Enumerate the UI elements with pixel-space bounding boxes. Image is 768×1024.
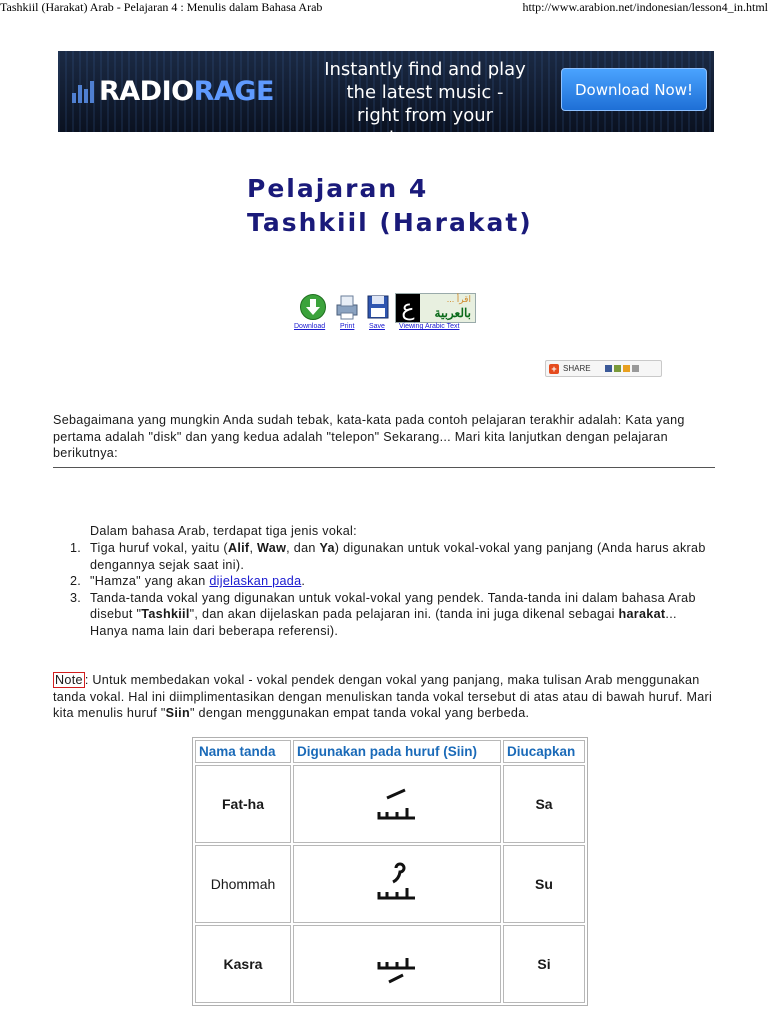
lesson-toolbar xyxy=(294,293,474,333)
print-icon[interactable] xyxy=(334,293,360,321)
ain-letter-icon: ع xyxy=(396,294,420,322)
harakat-table xyxy=(192,737,588,1006)
text: ... Hanya nama lain dari beberapa referensi). xyxy=(90,607,677,638)
intro-paragraph: Sebagaimana yang mungkin Anda sudah tebak, kata-kata pada contoh pelajaran terakhir adalah: Kata yang pertama adalah "disk" dan yang kedua adalah "telepon" Sekarang... Mari kita lanjutkan dengan pelajaran berikutnya: xyxy=(53,413,685,461)
list-item xyxy=(70,573,715,590)
table-row xyxy=(195,845,585,923)
bold-term: Ya xyxy=(319,541,335,555)
brand-radio: RADIO xyxy=(99,76,194,107)
tagline-line: Instantly find and play xyxy=(324,59,526,80)
harakat-name: Dhommah xyxy=(195,845,291,923)
text: ", dan akan dijelaskan pada pelajaran ini. (tanda ini juga dikenal sebagai xyxy=(189,607,619,622)
page-title-header: Tashkiil (Harakat) Arab - Pelajaran 4 : Menulis dalam Bahasa Arab xyxy=(0,0,323,14)
share-label: SHARE xyxy=(563,364,591,373)
text: Tiga huruf vokal, yaitu ( xyxy=(90,541,228,555)
arabic-viewer-logo[interactable] xyxy=(395,293,476,323)
text: " dengan menggunakan empat tanda vokal yang berbeda. xyxy=(189,706,530,721)
brand-rage: RAGE xyxy=(193,76,274,107)
arabic-logo-bottom: بالعربية xyxy=(434,306,471,320)
col-header-pronounced: Diucapkan xyxy=(503,740,585,763)
note-paragraph xyxy=(53,672,715,722)
bold-term: harakat xyxy=(618,607,666,622)
table-header-row xyxy=(195,740,585,763)
equalizer-icon xyxy=(72,81,94,103)
harakat-name: Kasra xyxy=(195,925,291,1003)
lesson-title xyxy=(247,172,533,240)
print-link[interactable]: Print xyxy=(340,323,355,330)
viewing-arabic-text-link[interactable]: Viewing Arabic Text xyxy=(399,323,460,330)
print-header xyxy=(0,0,768,16)
bold-term: Waw xyxy=(257,541,287,555)
ad-banner[interactable] xyxy=(58,51,714,149)
share-button[interactable] xyxy=(545,360,662,377)
lesson-topic: Tashkiil (Harakat) xyxy=(247,208,533,237)
col-header-letter: Digunakan pada huruf (Siin) xyxy=(293,740,501,763)
siin-kasra-glyph xyxy=(293,925,501,1003)
text: Tanda-tanda vokal yang digunakan untuk vokal-vokal yang pendek. Tanda-tanda ini dalam bahasa Arab disebut " xyxy=(90,590,696,622)
pronunciation: Si xyxy=(503,925,585,1003)
text: , xyxy=(249,541,258,555)
text: "Hamza" yang akan xyxy=(90,574,210,589)
hamza-link[interactable]: dijelaskan pada xyxy=(209,574,302,589)
vowels-intro: Dalam bahasa Arab, terdapat tiga jenis vokal: xyxy=(90,524,357,538)
tagline-line: right from your browser xyxy=(356,105,494,149)
list-item xyxy=(70,590,715,640)
pronunciation: Sa xyxy=(503,765,585,843)
tagline-line: the latest music - xyxy=(346,82,504,103)
text: . xyxy=(301,574,306,589)
text: ) digunakan untuk vokal-vokal yang panjang (Anda harus akrab dengannya sejak saat ini). xyxy=(90,541,706,572)
download-link[interactable]: Download xyxy=(294,323,326,330)
col-header-name: Nama tanda xyxy=(195,740,291,763)
list-item xyxy=(70,540,715,573)
plus-icon: + xyxy=(549,364,559,374)
table-row xyxy=(195,925,585,1003)
save-link[interactable]: Save xyxy=(369,323,385,330)
bold-term: Alif xyxy=(227,541,250,555)
radiorage-logo xyxy=(72,76,274,107)
lesson-number: Pelajaran 4 xyxy=(247,174,429,203)
bold-term: Siin xyxy=(165,706,190,721)
bold-term: Tashkiil xyxy=(141,607,190,622)
list-number: 2. xyxy=(70,574,82,589)
harakat-name: Fat-ha xyxy=(195,765,291,843)
download-now-button[interactable]: Download Now! xyxy=(561,68,707,111)
pronunciation: Su xyxy=(503,845,585,923)
table-row xyxy=(195,765,585,843)
list-number: 3. xyxy=(70,590,82,605)
page-url: http://www.arabion.net/indonesian/lesson4_in.html xyxy=(522,0,768,14)
divider xyxy=(53,467,715,468)
siin-dhommah-glyph xyxy=(293,845,501,923)
note-label: Note xyxy=(55,673,83,687)
download-icon[interactable] xyxy=(299,293,327,321)
vowels-list xyxy=(70,540,715,640)
social-icons xyxy=(605,365,639,372)
text: , dan xyxy=(286,541,320,555)
arabic-logo-top: اقرأ ... xyxy=(446,294,471,304)
list-number: 1. xyxy=(70,541,82,555)
ad-tagline xyxy=(320,58,530,150)
text: : Untuk membedakan vokal - vokal pendek dengan vokal yang panjang, maka tulisan Arab menggunakan tanda vokal. Hal ini diimplimentasikan dengan menuliskan tanda vokal tersebut di atas atau di bawah huruf. Mari kita menulis huruf " xyxy=(53,673,713,721)
save-icon[interactable] xyxy=(366,293,390,321)
siin-fatha-glyph xyxy=(293,765,501,843)
